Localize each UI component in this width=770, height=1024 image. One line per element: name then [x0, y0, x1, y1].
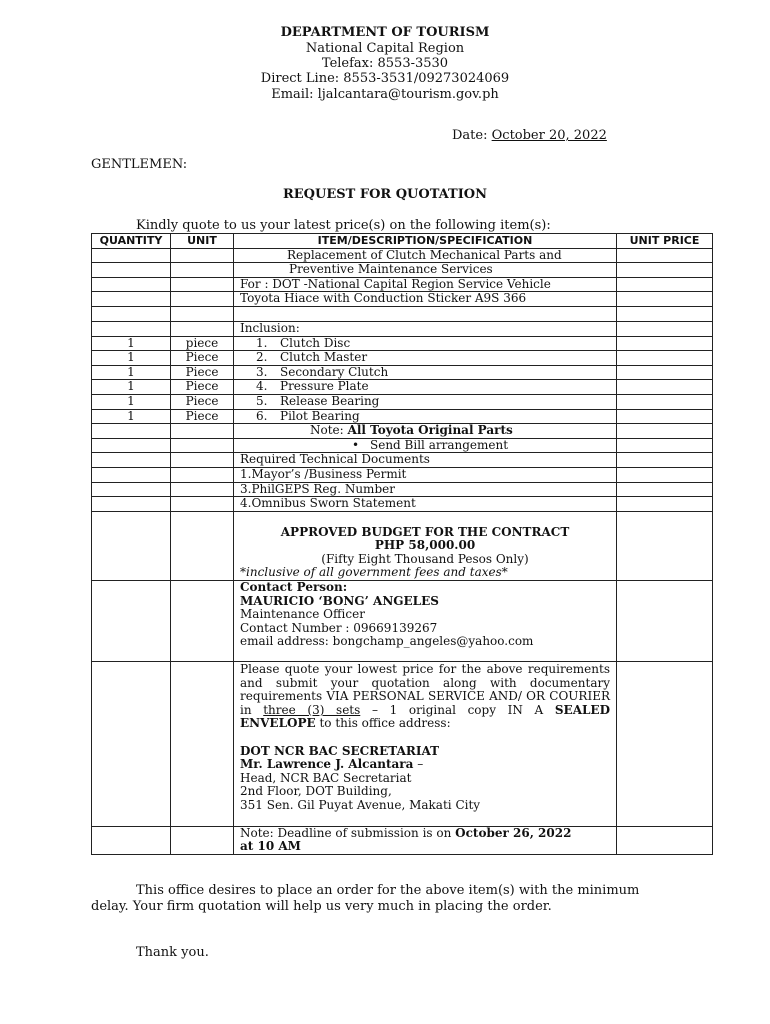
item-unit: Piece [171, 380, 234, 395]
quotation-table [91, 233, 713, 855]
item-qty: 1 [92, 351, 171, 366]
org-name: DEPARTMENT OF TOURISM [280, 25, 490, 40]
contact-label: Contact Person: [240, 580, 348, 595]
price-cell[interactable] [617, 365, 713, 380]
item-unit: Piece [171, 394, 234, 409]
item-row [92, 394, 713, 409]
item-unit: Piece [171, 351, 234, 366]
item-qty: 1 [92, 336, 171, 351]
table-row [92, 263, 713, 278]
contact-number: Contact Number : 09669139267 [240, 620, 438, 635]
item-desc: 3. Secondary Clutch [234, 365, 617, 380]
address-floor: 2nd Floor, DOT Building, [240, 784, 392, 799]
contact-email: email address: bongchamp_angeles@yahoo.com [240, 634, 534, 649]
price-cell[interactable] [617, 409, 713, 424]
deadline-note: Note: Deadline of submission is on October 26, 2022 at 10 AM [234, 826, 617, 854]
item-desc: 1. Clutch Disc [234, 336, 617, 351]
abc-block [234, 511, 617, 580]
table-row [92, 424, 713, 439]
price-cell[interactable] [617, 826, 713, 854]
col-quantity: QUANTITY [92, 234, 171, 249]
address-street: 351 Sen. Gil Puyat Avenue, Makati City [240, 797, 481, 812]
doc-title: REQUEST FOR QUOTATION [282, 187, 488, 202]
abc-note: *inclusive of all government fees and taxes* [240, 565, 508, 580]
price-cell[interactable] [617, 351, 713, 366]
item-qty: 1 [92, 394, 171, 409]
item-row [92, 409, 713, 424]
closing-paragraph: This office desires to place an order for the above item(s) with the minimum delay. Your firm quotation will help us very much in placing the order. [91, 883, 640, 914]
instructions-row [92, 662, 713, 827]
item-qty: 1 [92, 380, 171, 395]
item-desc: 5. Release Bearing [234, 394, 617, 409]
bullet-icon: • [352, 437, 360, 452]
item-qty: 1 [92, 409, 171, 424]
inclusion-label: Inclusion: [234, 321, 617, 336]
direct-line: Direct Line: 8553-3531/09273024069 [260, 71, 510, 86]
price-cell[interactable] [617, 453, 713, 468]
telefax: Telefax: 8553-3530 [321, 56, 449, 71]
table-header-row [92, 234, 713, 249]
docs-title: Required Technical Documents [234, 453, 617, 468]
address-name: Mr. Lawrence J. Alcantara – [240, 757, 424, 772]
price-cell[interactable] [617, 511, 713, 580]
item-desc: 4. Pressure Plate [234, 380, 617, 395]
contact-position: Maintenance Officer [240, 607, 365, 622]
price-cell[interactable] [617, 438, 713, 453]
abc-words: (Fifty Eight Thousand Pesos Only) [321, 551, 529, 566]
item-unit: Piece [171, 365, 234, 380]
abc-amount: PHP 58,000.00 [374, 538, 476, 553]
price-cell[interactable] [617, 497, 713, 512]
salutation: GENTLEMEN: [91, 157, 188, 172]
price-cell[interactable] [617, 424, 713, 439]
address-title: DOT NCR BAC SECRETARIAT [240, 743, 440, 758]
item-qty: 1 [92, 365, 171, 380]
table-row [92, 248, 713, 263]
abc-title: APPROVED BUDGET FOR THE CONTRACT [280, 524, 570, 539]
item-desc: 6. Pilot Bearing [234, 409, 617, 424]
col-unit: UNIT [171, 234, 234, 249]
abc-row [92, 511, 713, 580]
price-cell[interactable] [617, 380, 713, 395]
table-row [92, 497, 713, 512]
table-row [92, 482, 713, 497]
price-cell[interactable] [617, 482, 713, 497]
date-line [452, 128, 607, 144]
col-unit-price: UNIT PRICE [617, 234, 713, 249]
price-cell[interactable] [617, 277, 713, 292]
item-unit: Piece [171, 409, 234, 424]
contact-row [92, 581, 713, 662]
price-cell[interactable] [617, 394, 713, 409]
note-line: Note: All Toyota Original Parts [234, 424, 617, 439]
item-unit: piece [171, 336, 234, 351]
price-cell[interactable] [617, 336, 713, 351]
deadline-row [92, 826, 713, 854]
table-row [92, 306, 713, 321]
item-row [92, 351, 713, 366]
price-cell[interactable] [617, 581, 713, 662]
desc-line: Preventive Maintenance Services [234, 263, 617, 278]
desc-line: Toyota Hiace with Conduction Sticker A9S 366 [234, 292, 617, 307]
date-label: Date: [452, 128, 488, 143]
thanks-text: Thank you. [136, 945, 209, 960]
address-role: Head, NCR BAC Secretariat [240, 770, 412, 785]
item-row [92, 365, 713, 380]
header-email: Email: ljalcantara@tourism.gov.ph [271, 87, 499, 102]
price-cell[interactable] [617, 263, 713, 278]
send-bill-line: • Send Bill arrangement [234, 438, 617, 453]
item-desc: 2. Clutch Master [234, 351, 617, 366]
col-description: ITEM/DESCRIPTION/SPECIFICATION [234, 234, 617, 249]
desc-line: For : DOT -National Capital Region Service Vehicle [234, 277, 617, 292]
item-row [92, 336, 713, 351]
price-cell[interactable] [617, 321, 713, 336]
contact-block [234, 581, 617, 662]
contact-name: MAURICIO ‘BONG’ ANGELES [240, 593, 439, 608]
instructions-block [234, 662, 617, 827]
price-cell[interactable] [617, 662, 713, 827]
price-cell[interactable] [617, 467, 713, 482]
item-row [92, 380, 713, 395]
intro-text: Kindly quote to us your latest price(s) on the following item(s): [136, 218, 551, 233]
doc-item: 3.PhilGEPS Reg. Number [234, 482, 617, 497]
table-row [92, 292, 713, 307]
table-row [92, 453, 713, 468]
price-cell[interactable] [617, 248, 713, 263]
table-row [92, 467, 713, 482]
table-row [92, 277, 713, 292]
price-cell[interactable] [617, 292, 713, 307]
doc-item: 1.Mayor’s /Business Permit [234, 467, 617, 482]
desc-line: Replacement of Clutch Mechanical Parts and [234, 248, 617, 263]
instructions-text: Please quote your lowest price for the above requirements and submit your quotation along with documentary requirements VIA PERSONAL SERVICE AND/ OR COURIER in three (3) sets – 1 original copy IN A SEALED ENVELOPE to this office address: [240, 662, 610, 731]
price-cell[interactable] [617, 306, 713, 321]
doc-item: 4.Omnibus Sworn Statement [234, 497, 617, 512]
date-value: October 20, 2022 [491, 128, 607, 143]
region-name: National Capital Region [305, 41, 465, 56]
table-row [92, 321, 713, 336]
table-row [92, 438, 713, 453]
